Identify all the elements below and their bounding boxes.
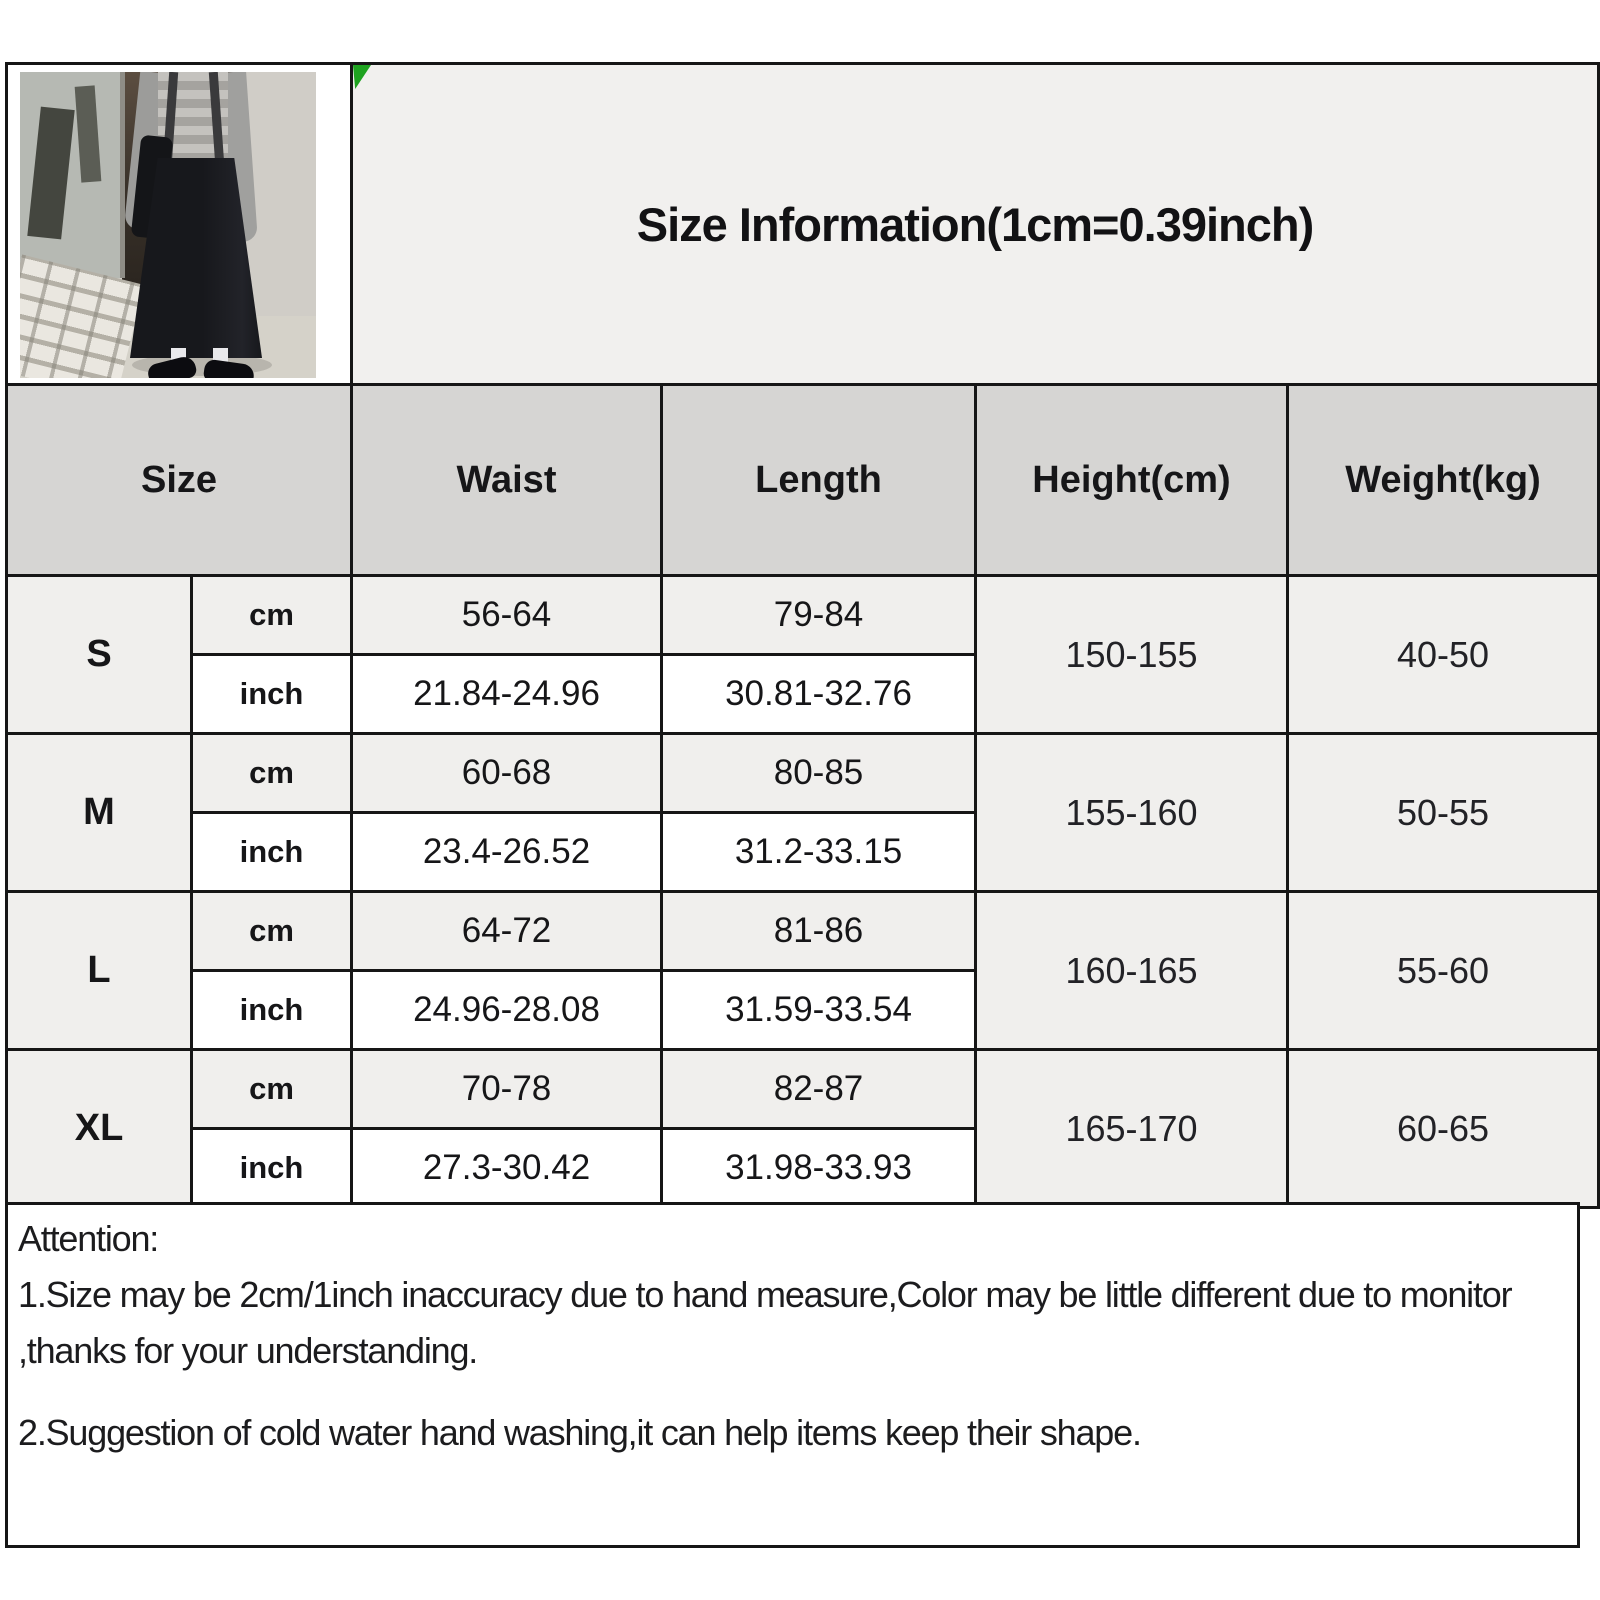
attention-item-1: 1.Size may be 2cm/1inch inaccuracy due to hand measure,Color may be little different due to monitor ,thanks for your understanding. [18,1274,1512,1371]
size-label-m: M [7,734,192,892]
waist-inch-value: 23.4-26.52 [352,813,662,892]
attention-note [5,1202,1580,1548]
length-cm-value: 81-86 [662,892,976,971]
table-row [7,734,1599,813]
col-header-weight: Weight(kg) [1288,385,1599,576]
waist-inch-value: 21.84-24.96 [352,655,662,734]
unit-label-cm: cm [192,1050,352,1129]
green-corner-marker-icon [353,65,371,89]
height-value: 150-155 [976,576,1288,734]
height-value: 155-160 [976,734,1288,892]
weight-value: 40-50 [1288,576,1599,734]
waist-cm-value: 56-64 [352,576,662,655]
waist-inch-value: 27.3-30.42 [352,1129,662,1208]
product-photo [20,72,316,378]
unit-label-inch: inch [192,655,352,734]
page-title: Size Information(1cm=0.39inch) [636,197,1314,251]
top-row [7,64,1599,385]
length-cm-value: 82-87 [662,1050,976,1129]
height-value: 165-170 [976,1050,1288,1208]
unit-label-cm: cm [192,734,352,813]
length-cm-value: 79-84 [662,576,976,655]
table-row [7,1050,1599,1129]
col-header-size: Size [7,385,352,576]
unit-label-inch: inch [192,971,352,1050]
product-photo-cell [7,64,352,385]
header-row [7,385,1599,576]
unit-label-inch: inch [192,1129,352,1208]
weight-value: 60-65 [1288,1050,1599,1208]
waist-cm-value: 64-72 [352,892,662,971]
photo-glass-window [20,72,125,278]
col-header-height: Height(cm) [976,385,1288,576]
unit-label-cm: cm [192,892,352,971]
size-chart-table [5,62,1600,1209]
size-label-l: L [7,892,192,1050]
length-inch-value: 30.81-32.76 [662,655,976,734]
table-row [7,892,1599,971]
col-header-waist: Waist [352,385,662,576]
title-cell [352,64,1599,385]
attention-heading: Attention: [18,1218,159,1259]
col-header-length: Length [662,385,976,576]
length-inch-value: 31.2-33.15 [662,813,976,892]
height-value: 160-165 [976,892,1288,1050]
unit-label-inch: inch [192,813,352,892]
weight-value: 50-55 [1288,734,1599,892]
length-inch-value: 31.98-33.93 [662,1129,976,1208]
unit-label-cm: cm [192,576,352,655]
size-label-xl: XL [7,1050,192,1208]
attention-item-2: 2.Suggestion of cold water hand washing,it can help items keep their shape. [18,1412,1141,1453]
weight-value: 55-60 [1288,892,1599,1050]
waist-inch-value: 24.96-28.08 [352,971,662,1050]
length-cm-value: 80-85 [662,734,976,813]
length-inch-value: 31.59-33.54 [662,971,976,1050]
size-label-s: S [7,576,192,734]
table-row [7,576,1599,655]
waist-cm-value: 70-78 [352,1050,662,1129]
waist-cm-value: 60-68 [352,734,662,813]
